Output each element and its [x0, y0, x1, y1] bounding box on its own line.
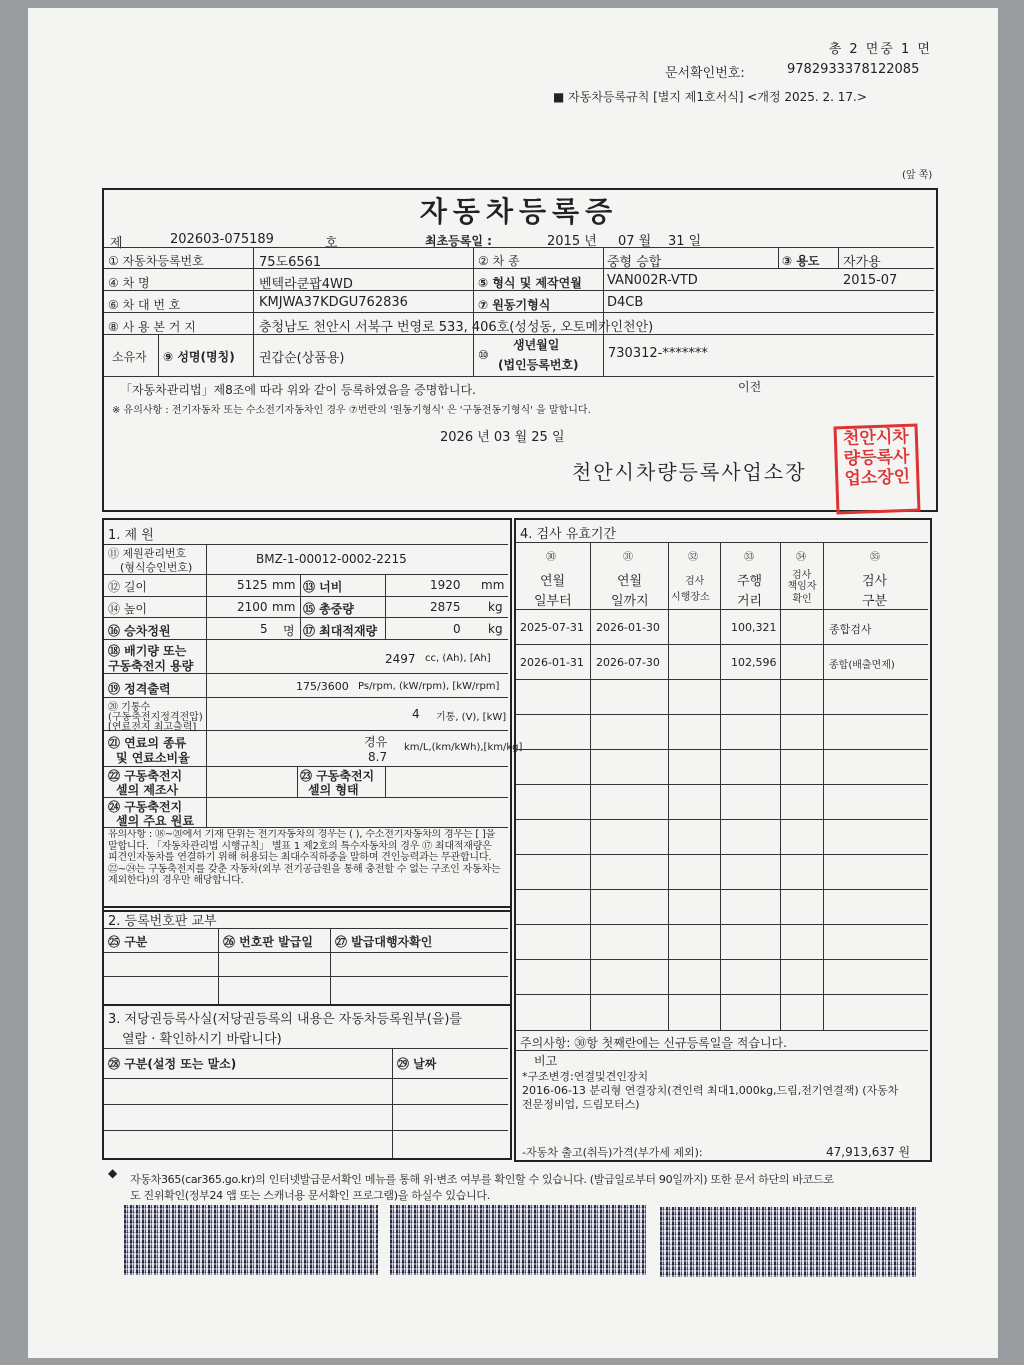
grid-line — [516, 854, 928, 855]
gross-weight-value: 2875 — [430, 600, 461, 614]
battery-maker-label-2: 셀의 제조사 — [116, 783, 179, 797]
gross-weight-unit: kg — [488, 600, 503, 614]
grid-line — [516, 889, 928, 890]
doc-confirm-number: 9782933378122085 — [787, 62, 920, 77]
insp-head-to-no: ㉛ — [623, 552, 633, 563]
vehicle-name-label: ④ 차 명 — [108, 276, 150, 290]
grid-line — [516, 784, 928, 785]
battery-voltage-label: (구동축전지정격전압) — [108, 712, 203, 723]
insp-head-check-1: 검사 — [792, 570, 812, 581]
verification-barcode — [124, 1205, 378, 1275]
remarks-title: 비고 — [534, 1054, 558, 1068]
battery-form-label-2: 셀의 형태 — [308, 783, 359, 797]
gross-weight-label: ⑮ 총중량 — [303, 602, 354, 616]
insp-head-kind-2: 구분 — [862, 594, 888, 609]
insp-head-km-no: ㉝ — [744, 552, 754, 563]
issue-date: 2026 년 03 월 25 일 — [440, 430, 565, 445]
grid-line — [104, 376, 934, 377]
fuel-efficiency-label: 및 연료소비율 — [116, 751, 190, 765]
displacement-unit: cc, (Ah), [Ah] — [425, 653, 491, 664]
remarks-line-3: 전문정비업, 드림모터스) — [522, 1098, 640, 1111]
mgmt-no-value: BMZ-1-00012-0002-2215 — [256, 552, 407, 566]
spec-title: 1. 제 원 — [108, 528, 154, 543]
length-label: ⑫ 길이 — [108, 580, 147, 594]
grid-line — [516, 924, 928, 925]
mortgage-col-date: ㉙ 날짜 — [397, 1057, 437, 1071]
grid-line — [590, 542, 591, 1030]
verification-barcode — [660, 1207, 916, 1277]
cert-no-suffix: 호 — [325, 236, 338, 251]
engine-value: D4CB — [607, 295, 644, 310]
insp-row-from: 2026-01-31 — [520, 656, 584, 669]
grid-line — [516, 609, 928, 610]
insp-head-place-1: 검사 — [685, 576, 705, 587]
grid-line — [473, 334, 474, 376]
remarks-line-1: *구조변경:연결및견인장치 — [522, 1070, 649, 1083]
battery-maker-label: ㉒ 구동축전지 — [108, 769, 183, 783]
grid-line — [516, 959, 928, 960]
corp-reg-label: (법인등록번호) — [498, 358, 579, 372]
model-value: VAN002R-VTD — [607, 273, 698, 288]
insp-row-from: 2025-07-31 — [520, 621, 584, 634]
footer-line-1: 자동차365(car365.go.kr)의 인터넷발급문서확인 메뉴를 통해 위·변조 여부를 확인할 수 있습니다. (발급일로부터 90일까지) 또한 문서 하단의 바코드로 — [130, 1173, 834, 1186]
grid-line — [516, 644, 928, 645]
inspection-title: 4. 검사 유효기간 — [520, 527, 617, 542]
displacement-value: 2497 — [385, 652, 416, 666]
fuel-efficiency-value: 8.7 — [368, 750, 388, 764]
max-load-unit: kg — [488, 622, 503, 636]
insp-head-kind-1: 검사 — [862, 574, 888, 589]
grid-line — [516, 714, 928, 715]
reg-no-label: ① 자동차등록번호 — [108, 254, 204, 268]
certificate-title: 자동차등록증 — [419, 195, 619, 228]
address-value: 충청남도 천안시 서북구 번영로 533, 406호(성성동, 오토메카인천안) — [259, 320, 654, 335]
insp-row-km: 100,321 — [731, 621, 777, 634]
battery-material-label-2: 셀의 주요 원료 — [116, 814, 194, 828]
issuer-name: 천안시차량등록사업소장 — [572, 460, 807, 484]
seats-value: 5 — [260, 622, 268, 636]
grid-line — [668, 542, 669, 1030]
model-label: ⑤ 형식 및 제작연월 — [478, 276, 582, 290]
use-value: 자가용 — [843, 255, 881, 270]
grid-line — [297, 766, 298, 797]
cert-no-prefix: 제 — [110, 236, 123, 251]
front-side-label: (앞 쪽) — [902, 170, 933, 181]
grid-line — [516, 542, 928, 543]
price-value: 47,913,637 원 — [826, 1145, 911, 1159]
plate-col-agent: ㉗ 발급대행자확인 — [335, 935, 433, 949]
grid-line — [603, 334, 604, 376]
insp-head-from-1: 연월 — [540, 574, 566, 589]
official-seal: 천안시차 량등록사 업소장인 — [833, 424, 920, 515]
insp-row-km: 102,596 — [731, 656, 777, 669]
grid-line — [516, 679, 928, 680]
grid-line — [720, 542, 721, 1030]
birth-circle-number: ⑩ — [478, 348, 489, 362]
height-label: ⑭ 높이 — [108, 602, 147, 616]
mortgage-title: 3. 저당권등록사실(저당권등록의 내용은 자동차등록원부(을)를 — [108, 1012, 462, 1027]
displacement-label: ⑱ 배기량 또는 — [108, 644, 187, 658]
owner-name-label: ⑨ 성명(명칭) — [163, 350, 235, 364]
inspection-note: 주의사항: ㉚항 첫째란에는 신규등록일을 적습니다. — [520, 1036, 787, 1050]
mgmt-no-label: ⑪ 제원관리번호 — [108, 547, 187, 560]
grid-line — [516, 994, 928, 995]
grid-line — [104, 952, 508, 953]
price-label: -자동차 출고(취득)가격(부가세 제외): — [522, 1146, 703, 1159]
rated-power-value: 175/3600 — [296, 680, 349, 693]
grid-line — [104, 1130, 508, 1131]
max-load-label: ⑰ 최대적재량 — [303, 624, 378, 638]
inspection-box — [514, 518, 932, 1162]
form-rule: ■ 자동차등록규칙 [별지 제1호서식] <개정 2025. 2. 17.> — [553, 90, 867, 104]
grid-line — [104, 639, 508, 640]
footer-bullet: ◆ — [108, 1166, 118, 1180]
length-value: 5125 — [237, 578, 268, 592]
certificate-note: ※ 유의사항 : 전기자동차 또는 수소전기자동차인 경우 ⑦번란의 '원동기형식' 은 '구동전동기형식' 을 말합니다. — [112, 405, 591, 416]
max-load-value: 0 — [453, 622, 461, 636]
cylinders-label: ⑳ 기통수 — [108, 702, 151, 713]
insp-row-kind: 종합(배출면제) — [829, 660, 895, 671]
grid-line — [778, 247, 779, 268]
insp-head-to-2: 일까지 — [611, 594, 649, 609]
insp-head-from-no: ㉚ — [546, 552, 556, 563]
insp-head-to-1: 연월 — [617, 574, 643, 589]
insp-row-to: 2026-01-30 — [596, 621, 660, 634]
first-reg-year: 2015 년 — [547, 234, 597, 249]
spec-note: 유의사항 : ⑱~⑳에서 기재 단위는 전기자동차의 경우는 ( ), 수소전기자동차의 경우는 [ ]을 말합니다. 「자동차관리법 시행규칙」 별표 1 제2호의 특수자동차의 경우 ⑰ 최대적재량은 피견인자동차를 연결하기 위해 허용되는 최대수직하중을 말하며 견인능력과는 무관합니다. ㉒~㉔는 구동축전지를 갖춘 자동차(외부 전기공급원을 통해 충전할 수 없는 구조인 자동차는 제외한다)의 경우만 해당합니다. — [108, 829, 501, 886]
grid-line — [516, 819, 928, 820]
plate-col-type: ㉕ 구분 — [108, 935, 148, 949]
grid-line — [392, 1048, 393, 1158]
address-label: ⑧ 사 용 본 거 지 — [108, 320, 196, 334]
plate-title: 2. 등록번호판 교부 — [108, 914, 217, 929]
plate-col-issue-date: ㉖ 번호판 발급일 — [223, 935, 313, 949]
height-value: 2100 — [237, 600, 268, 614]
vehicle-type-label: ② 차 종 — [478, 254, 520, 268]
seats-unit: 명 — [283, 624, 295, 638]
cylinders-unit: 기통, (V), [kW] — [436, 712, 507, 723]
grid-line — [104, 1104, 508, 1105]
grid-line — [104, 596, 508, 597]
insp-head-check-no: ㉞ — [796, 552, 806, 563]
battery-material-label: ㉔ 구동축전지 — [108, 800, 183, 814]
insp-head-km-2: 거리 — [737, 594, 763, 609]
grid-line — [385, 574, 386, 639]
seats-label: ⑯ 승차정원 — [108, 624, 171, 638]
grid-line — [104, 1048, 508, 1049]
first-reg-label: 최초등록일 : — [425, 234, 492, 248]
rated-power-label: ⑲ 정격출력 — [108, 682, 171, 696]
grid-line — [104, 976, 508, 977]
grid-line — [158, 334, 159, 376]
width-label: ⑬ 너비 — [303, 580, 343, 594]
mortgage-col-type: ㉘ 구분(설정 또는 말소) — [108, 1057, 237, 1071]
rated-power-unit: Ps/rpm, (kW/rpm), [kW/rpm] — [358, 681, 500, 692]
height-unit: mm — [272, 600, 296, 614]
doc-confirm-label: 문서확인번호: — [665, 66, 745, 81]
first-reg-month: 07 월 — [618, 234, 652, 249]
grid-line — [823, 542, 824, 1030]
cylinders-value: 4 — [412, 707, 420, 721]
verification-barcode — [390, 1205, 646, 1275]
birth-value: 730312-******* — [608, 346, 708, 361]
fuel-type-value: 경유 — [364, 735, 388, 749]
fuel-type-label: ㉑ 연료의 종류 — [108, 736, 187, 750]
grid-line — [516, 749, 928, 750]
insp-head-km-1: 주행 — [737, 574, 763, 589]
grid-line — [330, 928, 331, 1004]
grid-line — [104, 697, 508, 698]
owner-label: 소유자 — [112, 350, 147, 364]
vin-value: KMJWA37KDGU762836 — [259, 295, 408, 310]
insp-head-from-2: 일부터 — [534, 594, 572, 609]
first-reg-day: 31 일 — [668, 234, 702, 249]
width-value: 1920 — [430, 578, 461, 592]
grid-line — [516, 1030, 928, 1031]
grid-line — [218, 928, 219, 1004]
insp-row-kind: 종합검사 — [829, 623, 872, 636]
mortgage-title-2: 열람 · 확인하시기 바랍니다) — [122, 1032, 282, 1047]
battery-capacity-label: 구동축전지 용량 — [108, 659, 194, 673]
grid-line — [104, 1078, 508, 1079]
vehicle-name-value: 벤텍라쿤팝4WD — [259, 277, 353, 292]
certification-text: 「자동차관리법」제8조에 따라 위와 같이 등록하였음을 증명합니다. — [120, 383, 476, 397]
model-date-value: 2015-07 — [843, 273, 898, 288]
footer-line-2: 도 진위확인(정부24 앱 또는 스캐너용 문서확인 프로그램)을 하실수 있습니다. — [130, 1189, 490, 1202]
insp-row-to: 2026-07-30 — [596, 656, 660, 669]
insp-head-place-no: ㉜ — [688, 552, 698, 563]
fuel-cell-output-label: [연료전지 최고출력] — [108, 722, 197, 733]
approval-no-label: (형식승인번호) — [120, 561, 193, 574]
remarks-line-2: 2016-06-13 분리형 연결장치(견인력 최대1,000kg,드림,전기연결잭) (자동차 — [522, 1084, 899, 1097]
vehicle-type-value: 중형 승합 — [607, 255, 662, 270]
vin-label: ⑥ 차 대 번 호 — [108, 298, 181, 312]
insp-head-place-2: 시행장소 — [671, 592, 710, 603]
insp-head-check-2: 책임자확인 — [787, 581, 817, 605]
engine-label: ⑦ 원동기형식 — [478, 298, 551, 312]
transfer-label: 이전 — [738, 380, 762, 394]
cert-number: 202603-075189 — [170, 232, 274, 247]
grid-line — [300, 574, 301, 639]
grid-line — [385, 766, 386, 797]
owner-name-value: 권갑순(상품용) — [259, 351, 345, 366]
grid-line — [104, 247, 934, 248]
fuel-efficiency-unit: km/L,(km/kWh),[km/kg] — [404, 742, 523, 753]
reg-no-value: 75도6561 — [259, 255, 322, 270]
grid-line — [104, 928, 508, 929]
grid-line — [838, 247, 839, 268]
grid-line — [780, 542, 781, 1030]
insp-head-kind-no: ㉟ — [870, 552, 880, 563]
birth-label: 생년월일 — [513, 338, 560, 352]
battery-form-label: ㉓ 구동축전지 — [300, 769, 375, 783]
page-count: 총 2 면중 1 면 — [828, 42, 932, 57]
grid-line — [206, 544, 207, 827]
grid-line — [253, 247, 254, 376]
use-label: ③ 용도 — [782, 254, 820, 268]
width-unit: mm — [481, 578, 505, 592]
grid-line — [104, 617, 508, 618]
length-unit: mm — [272, 578, 296, 592]
